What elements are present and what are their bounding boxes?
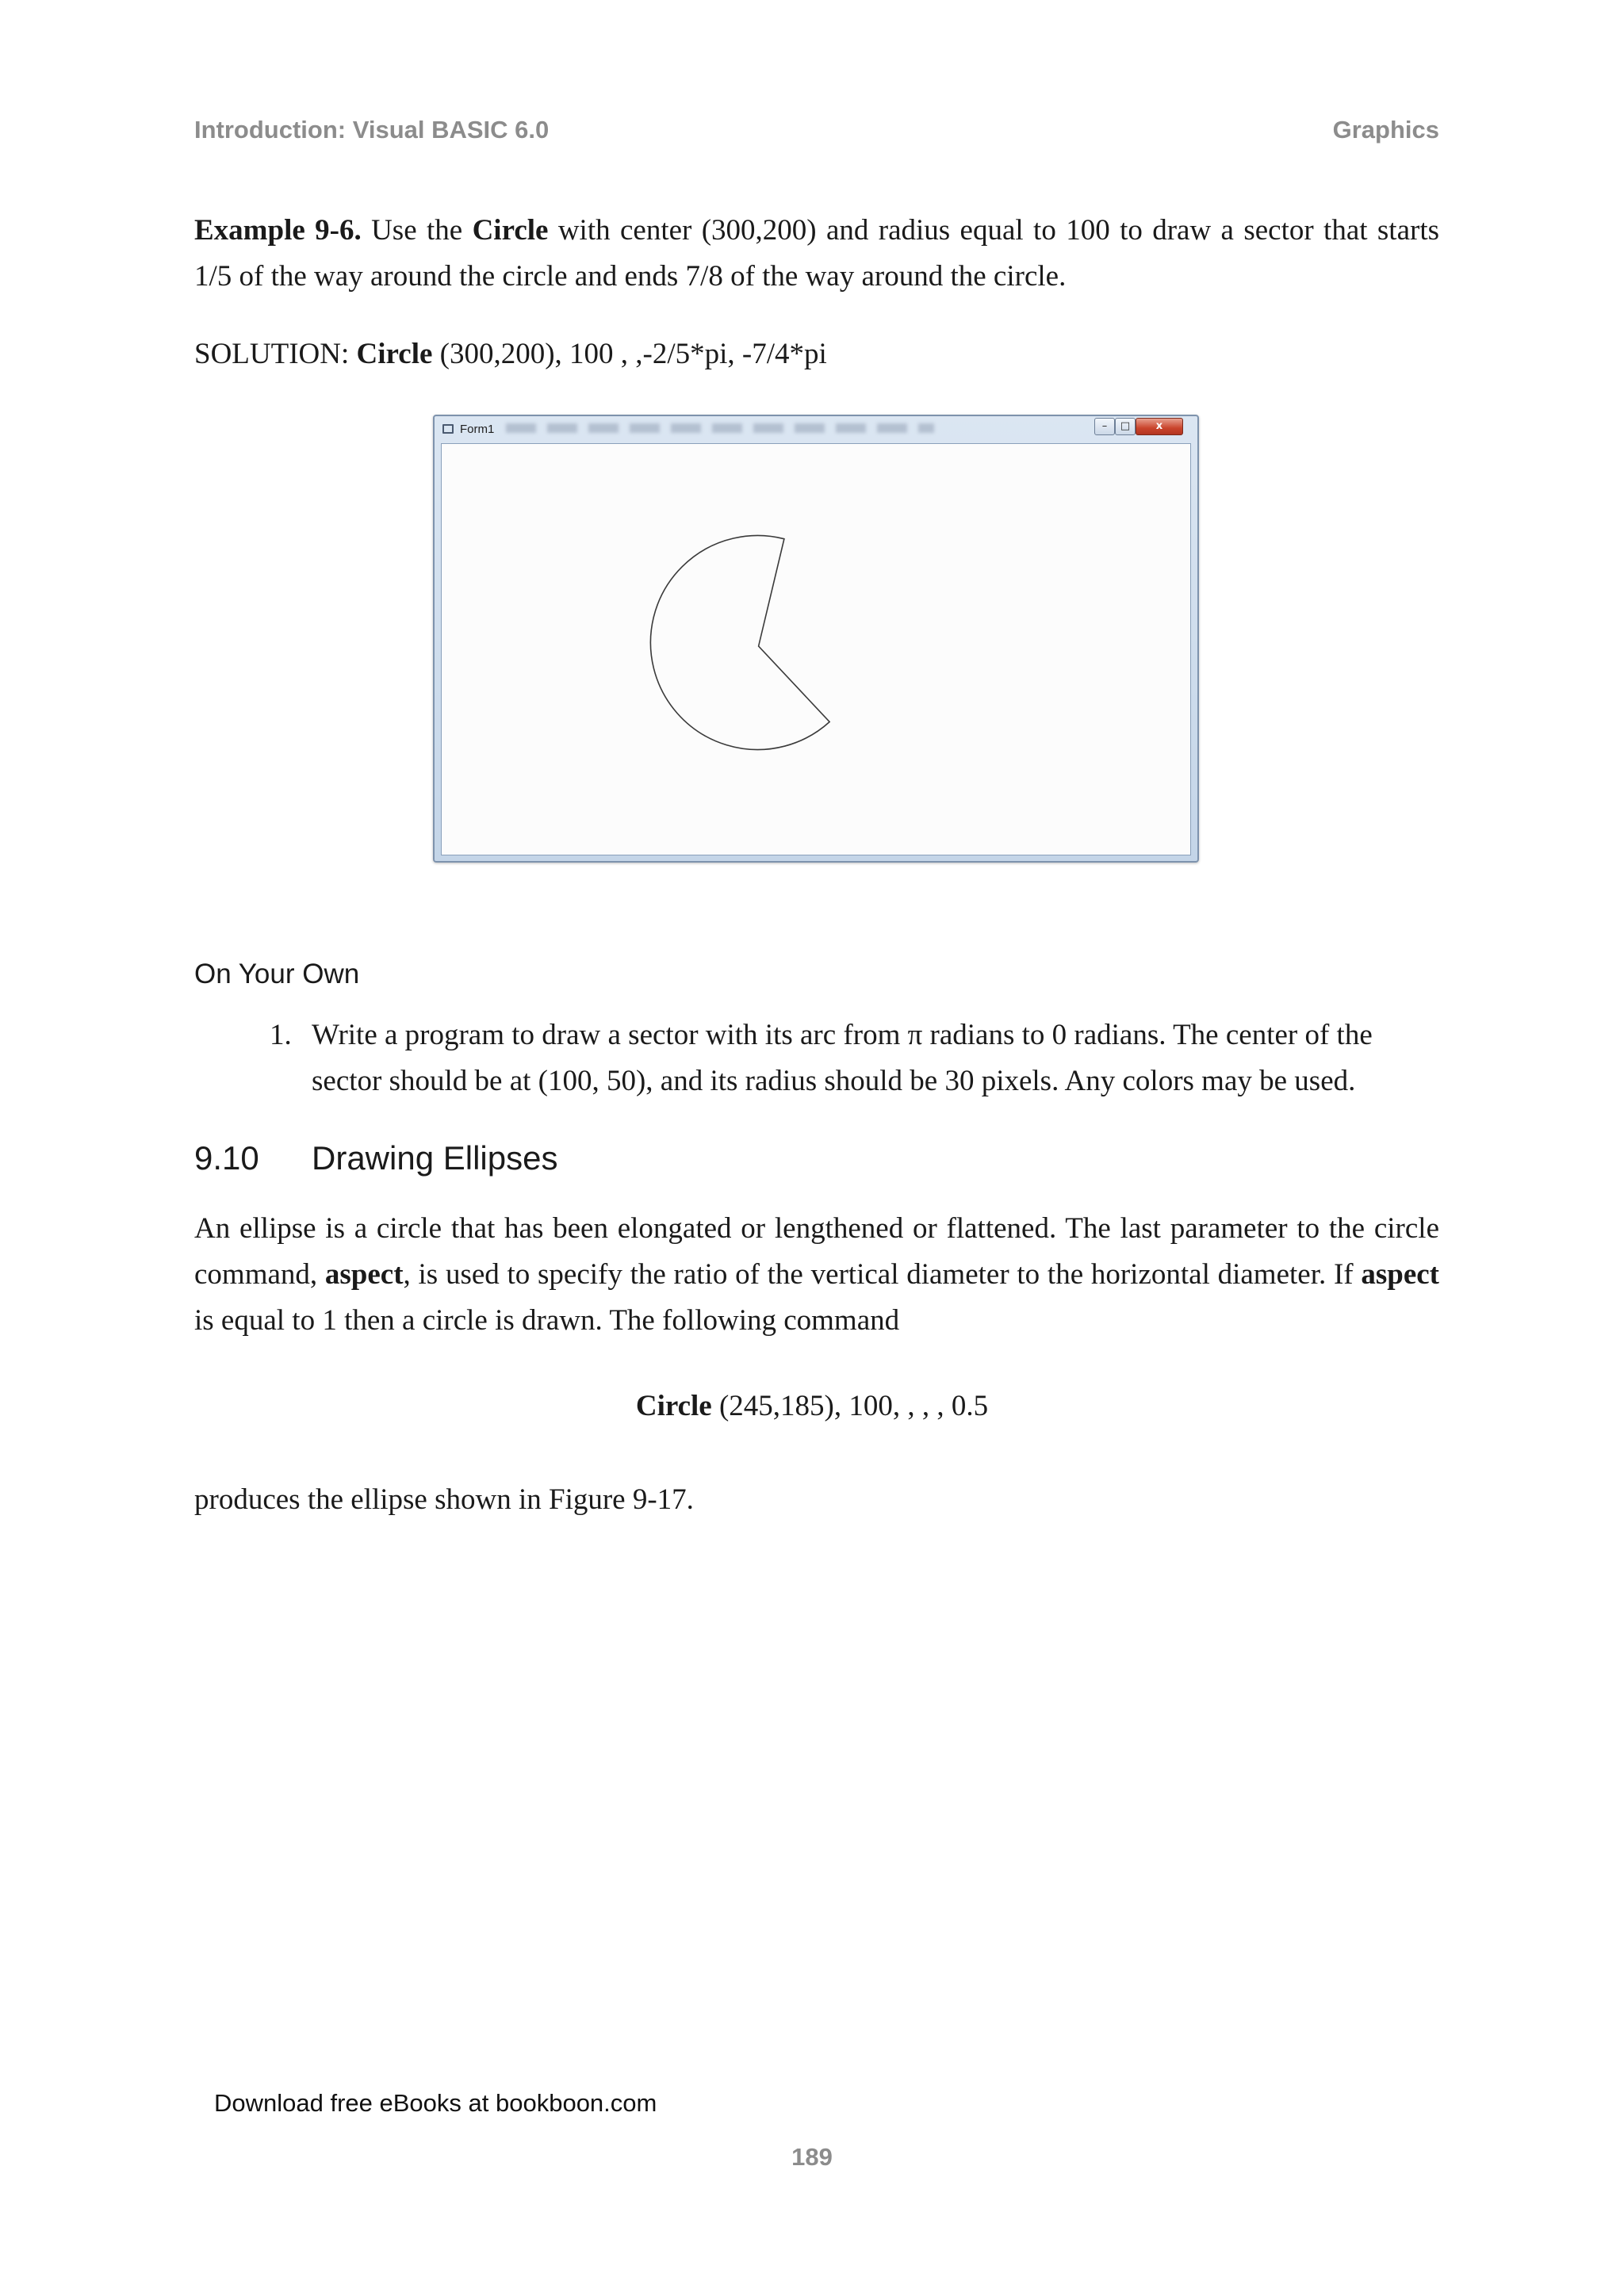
close-icon: x xyxy=(1155,420,1163,432)
command-circle-keyword: Circle xyxy=(635,1390,712,1422)
sector-shape xyxy=(650,535,829,749)
ellipse-paragraph xyxy=(194,1206,1439,1344)
window-title-bar xyxy=(435,416,1197,443)
example-circle-keyword: Circle xyxy=(472,214,549,247)
solution-prefix: SOLUTION: xyxy=(194,338,357,370)
solution-code: (300,200), 100 , ,-2/5*pi, -7/4*pi xyxy=(432,338,827,370)
figure-reference-line: produces the ellipse shown in Figure 9-17. xyxy=(194,1483,694,1516)
example-text-1: Use the xyxy=(361,214,473,247)
section-title: Drawing Ellipses xyxy=(312,1139,558,1177)
sector-drawing xyxy=(442,444,1190,855)
running-header-chapter: Graphics xyxy=(1332,116,1439,144)
exercise-number: 1. xyxy=(270,1019,292,1051)
window-title: Form1 xyxy=(460,423,495,436)
bookboon-download-link[interactable]: Download free eBooks at bookboon.com xyxy=(214,2089,657,2117)
example-text-2: with center (300,200) and radius equal to 100 to draw a sector that starts 1/5 of the way around the circle and ends 7/8 of the way around the circle. xyxy=(194,214,1439,293)
solution-line xyxy=(194,331,1439,377)
ellipse-text-3: is equal to 1 then a circle is drawn. The following command xyxy=(194,1304,900,1337)
maximize-icon: □ xyxy=(1120,420,1131,432)
blurred-background-menu xyxy=(506,423,934,433)
solution-circle-keyword: Circle xyxy=(356,338,433,370)
form-client-area xyxy=(441,443,1191,855)
section-number: 9.10 xyxy=(194,1139,259,1177)
circle-command xyxy=(0,1383,1624,1429)
minimize-button[interactable] xyxy=(1094,418,1115,435)
exercise-text: Write a program to draw a sector with its arc from π radians to 0 radians. The center of the sector should be at (100, 50), and its radius should be 30 pixels. Any colors may be used. xyxy=(312,1019,1373,1097)
ellipse-text-2: , is used to specify the ratio of the vertical diameter to the horizontal diameter. If xyxy=(403,1258,1362,1291)
example-paragraph xyxy=(194,208,1439,300)
minimize-icon: – xyxy=(1101,420,1108,432)
on-your-own-heading: On Your Own xyxy=(194,959,360,989)
form1-window-screenshot xyxy=(433,415,1199,863)
aspect-keyword-1: aspect xyxy=(324,1258,404,1291)
form-icon xyxy=(442,424,454,434)
maximize-button[interactable] xyxy=(1115,418,1136,435)
close-button[interactable] xyxy=(1136,418,1183,435)
ellipse-text-1: An ellipse is a circle that has been elongated or lengthened or flattened. The last parameter to the circle command, xyxy=(194,1212,1439,1291)
command-args: (245,185), 100, , , , 0.5 xyxy=(711,1390,989,1422)
page-number: 189 xyxy=(791,2143,833,2171)
aspect-keyword-2: aspect xyxy=(1361,1258,1439,1291)
example-label: Example 9-6. xyxy=(194,214,362,247)
running-header-title: Introduction: Visual BASIC 6.0 xyxy=(194,116,550,144)
